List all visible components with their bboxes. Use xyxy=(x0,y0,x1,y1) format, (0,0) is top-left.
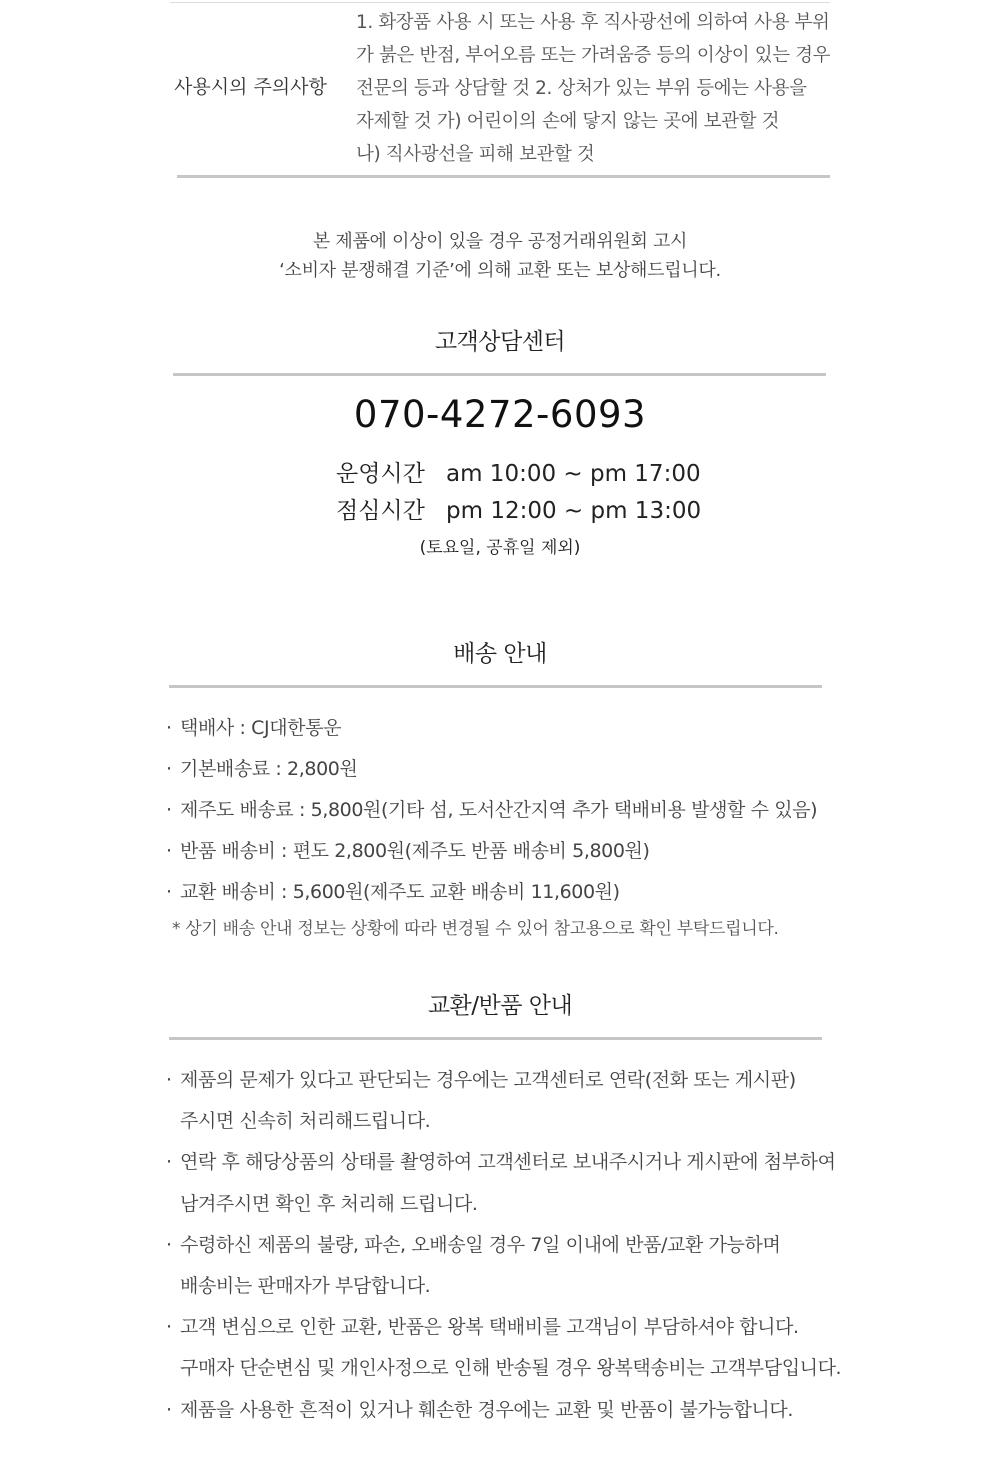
hours-value: am 10:00 ~ pm 17:00 xyxy=(446,461,701,487)
shipping-note: * 상기 배송 안내 정보는 상황에 따라 변경될 수 있어 참고용으로 확인 부탁드립니다. xyxy=(172,919,779,939)
notice-line: 본 제품에 이상이 있을 경우 공정거래위원회 고시 xyxy=(312,231,688,252)
phone-number: 070-4272-6093 xyxy=(353,393,647,436)
hours-row xyxy=(336,455,701,488)
list-item: · 고객 변심으로 인한 교환, 반품은 왕복 택배비를 고객님이 부담하셔야 합니다. xyxy=(166,1316,799,1339)
list-item-continuation: 배송비는 판매자가 부담합니다. xyxy=(180,1275,431,1297)
list-item-continuation: 주시면 신속히 처리해드립니다. xyxy=(180,1110,431,1133)
list-item: · 택배사 : CJ대한통운 xyxy=(166,717,342,739)
list-item: · 수령하신 제품의 불량, 파손, 오배송일 경우 7일 이내에 반품/교환 가능하며 xyxy=(166,1233,781,1256)
caution-line: 가 붉은 반점, 부어오름 또는 가려움증 등의 이상이 있는 경우 xyxy=(356,45,831,66)
list-item: · 연락 후 해당상품의 상태를 촬영하여 고객센터로 보내주시거나 게시판에 첨부하여 xyxy=(166,1151,836,1174)
hours-label: 운영시간 xyxy=(336,461,425,487)
lunch-value: pm 12:00 ~ pm 13:00 xyxy=(446,498,702,524)
list-item-continuation: 구매자 단순변심 및 개인사정으로 인해 반송될 경우 왕복택송비는 고객부담입니다. xyxy=(180,1357,842,1380)
list-item: · 교환 배송비 : 5,600원(제주도 교환 배송비 11,600원) xyxy=(166,881,620,903)
lunch-row xyxy=(336,492,701,525)
caution-text xyxy=(356,6,830,171)
list-item: · 제품의 문제가 있다고 판단되는 경우에는 고객센터로 연락(전화 또는 게시판) xyxy=(166,1069,796,1091)
divider xyxy=(169,1037,822,1040)
divider xyxy=(170,2,830,3)
list-item: · 제주도 배송료 : 5,800원(기타 섬, 도서산간지역 추가 택배비용 발생할 수 있음) xyxy=(166,799,818,821)
warranty-notice xyxy=(0,227,1000,285)
list-item: · 반품 배송비 : 편도 2,800원(제주도 반품 배송비 5,800원) xyxy=(166,840,650,862)
caution-table xyxy=(170,0,830,176)
divider xyxy=(169,685,822,688)
caution-line: 자제할 것 가) 어린이의 손에 닿지 않는 곳에 보관할 것 xyxy=(356,111,780,132)
returns-title: 교환/반품 안내 xyxy=(427,993,573,1019)
shipping-title: 배송 안내 xyxy=(453,641,547,667)
caution-line: 나) 직사광선을 피해 보관할 것 xyxy=(356,144,595,165)
lunch-label: 점심시간 xyxy=(336,498,425,524)
notice-line: ‘소비자 분쟁해결 기준’에 의해 교환 또는 보상해드립니다. xyxy=(279,260,721,281)
list-item: · 기본배송료 : 2,800원 xyxy=(166,758,358,780)
caution-line: 1. 화장품 사용 시 또는 사용 후 직사광선에 의하여 사용 부위 xyxy=(356,12,830,33)
divider xyxy=(177,175,830,178)
caution-line: 전문의 등과 상담할 것 2. 상처가 있는 부위 등에는 사용을 xyxy=(356,78,807,99)
hours-note: (토요일, 공휴일 제외) xyxy=(419,538,581,558)
list-item: · 제품을 사용한 흔적이 있거나 훼손한 경우에는 교환 및 반품이 불가능합니다. xyxy=(166,1398,793,1421)
customer-center-title: 고객상담센터 xyxy=(434,329,566,355)
caution-label: 사용시의 주의사항 xyxy=(174,76,327,98)
divider xyxy=(173,373,826,376)
list-item-continuation: 남겨주시면 확인 후 처리해 드립니다. xyxy=(180,1192,478,1215)
